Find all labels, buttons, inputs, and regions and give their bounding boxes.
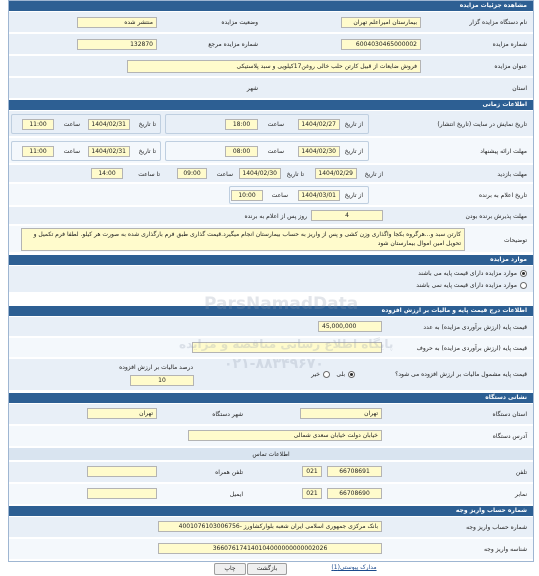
- publish-group: [165, 114, 369, 134]
- row-vat: [9, 359, 533, 391]
- contact-title: اطلاعات تماس: [252, 451, 290, 458]
- offer-to-date-label: تا تاریخ: [138, 148, 156, 155]
- publish-to-date-field: 1404/02/31: [88, 119, 130, 130]
- device-address-field: خیابان دولت خیابان سعدی شمالی: [188, 430, 382, 441]
- watermark-line: پایگاه اطلاع رسانی مناقصه و مزایده: [179, 337, 394, 351]
- device-city-label: شهر دستگاه: [212, 411, 243, 418]
- offer-from-time-field: 08:00: [225, 146, 258, 157]
- publish-to-time-field: 11:00: [22, 119, 54, 130]
- watermark-brand: ParsNamadData: [204, 294, 359, 314]
- row-offer-deadline: [9, 138, 533, 164]
- price-words-field: [192, 342, 382, 353]
- visit-from-time-label: ساعت: [216, 171, 233, 178]
- bank-account-field: بانک مرکزی جمهوری اسلامی ایران شعبه بلوارکشاورز -4001076103006756: [158, 521, 382, 532]
- winner-announce-label: تاریخ اعلام به برنده: [478, 192, 527, 199]
- notes-field: کارتن سبد و...هرگروه بکجا واگذاری وزن کشی و پس از واریز به حساب بیمارستان انجام میگیرد.قیمت گذاری طبق فرم بارگذاری شده به صورت هر کیلو. لطفا فرم تکمیل و تحویل امین اموال بیمارستان شود: [21, 228, 465, 251]
- items-header: موارد مزایده: [9, 255, 533, 265]
- row-number: [9, 34, 533, 55]
- attachments-link[interactable]: مدارک پیوستی(1): [331, 564, 377, 571]
- vat-percent-label: درصد مالیات بر ارزش افزوده: [119, 364, 193, 371]
- status-field: منتشر شده: [77, 17, 157, 28]
- watermark-phone: ۰۲۱-۸۸۳۴۹۶۷۰: [224, 356, 324, 372]
- row-location: [9, 78, 533, 99]
- email-label: ایمیل: [229, 491, 243, 498]
- row-visit-deadline: [9, 165, 533, 183]
- row-publish-date: [9, 111, 533, 137]
- publish-to-date-label: تا تاریخ: [138, 121, 156, 128]
- row-base-price: [9, 317, 533, 337]
- row-phone: [9, 462, 533, 483]
- publish-from-date-field: 1404/02/27: [298, 119, 340, 130]
- row-device-location: [9, 404, 533, 425]
- visit-to-date-label: تا تاریخ: [286, 171, 304, 178]
- row-subject: [9, 56, 533, 77]
- publish-from-date-label: از تاریخ: [344, 121, 363, 128]
- price-words-label: قیمت پایه (ارزش برآوردی مزایده) به حروف: [416, 345, 527, 352]
- row-items-options: [9, 266, 533, 293]
- vat-percent-field: 10: [130, 375, 194, 386]
- visit-to-time-label: تا ساعت: [138, 171, 160, 178]
- vat-yes-radio[interactable]: [348, 371, 355, 378]
- mobile-field: [87, 466, 157, 477]
- row-device-address: [9, 426, 533, 447]
- ref-number-field: 132870: [77, 39, 157, 50]
- ref-number-label: شماره مزایده مرجع: [208, 41, 258, 48]
- price-header: اطلاعات درج قیمت پایه و مالیات بر ارزش افزوده: [9, 306, 533, 316]
- phone-field: 66708691: [327, 466, 382, 477]
- winner-announce-time-field: 10:00: [231, 190, 263, 201]
- base-price-label: قیمت پایه (ارزش برآوردی مزایده) به عدد: [423, 324, 527, 331]
- address-header: نشانی دستگاه: [9, 393, 533, 403]
- winner-announce-group: [229, 186, 369, 204]
- row-notes: [9, 226, 533, 253]
- visit-from-date-field: 1404/02/29: [315, 168, 357, 179]
- number-label: شماره مزایده: [492, 41, 527, 48]
- publish-to-time-label: ساعت: [63, 121, 80, 128]
- offer-from-time-label: ساعت: [267, 148, 284, 155]
- publish-from-time-field: 18:00: [225, 119, 258, 130]
- print-button[interactable]: چاپ: [214, 563, 246, 575]
- winner-accept-suffix: روز پس از اعلام به برنده: [244, 213, 307, 220]
- vat-question-label: قیمت پایه مشمول مالیات بر ارزش افزوده می شود؟: [395, 371, 527, 378]
- row-bank-account: [9, 517, 533, 538]
- publish-from-time-label: ساعت: [267, 121, 284, 128]
- offer-from-date-label: از تاریخ: [344, 148, 363, 155]
- winner-announce-date-field: 1404/03/01: [298, 190, 340, 201]
- province-label: استان: [512, 85, 527, 92]
- bank-account-label: شماره حساب واریز وجه: [466, 524, 527, 531]
- device-address-label: آدرس دستگاه: [492, 433, 527, 440]
- visit-to-date-field: 1404/02/30: [239, 168, 281, 179]
- publish-label: تاریخ نمایش در سایت (تاریخ انتشار): [437, 121, 527, 128]
- fax-code-field: 021: [302, 488, 322, 499]
- bank-shaba-field: 366076174140104000000000002026: [158, 543, 382, 554]
- bank-header: شماره حساب واریز وجه: [9, 506, 533, 516]
- row-bank-shaba: [9, 539, 533, 560]
- with-price-label: موارد مزایده دارای قیمت پایه می باشند: [418, 270, 517, 277]
- row-winner-accept: [9, 207, 533, 225]
- visit-to-time-field: 14:00: [91, 168, 123, 179]
- vat-no-radio[interactable]: [323, 371, 330, 378]
- device-province-label: استان دستگاه: [492, 411, 527, 418]
- offer-to-date-field: 1404/02/31: [88, 146, 130, 157]
- contact-subheader: [9, 448, 533, 461]
- details-header: مشاهده جزئیات مزایده: [9, 1, 533, 11]
- without-price-radio[interactable]: [520, 282, 527, 289]
- without-price-label: موارد مزایده دارای قیمت پایه نمی باشند: [416, 282, 517, 289]
- phone-code-field: 021: [302, 466, 322, 477]
- visit-label: مهلت بازدید: [497, 171, 527, 178]
- bank-shaba-label: شناسه واریز وجه: [484, 546, 527, 553]
- organizer-field: بیمارستان امیراعلم تهران: [341, 17, 421, 28]
- device-city-field: تهران: [87, 408, 157, 419]
- offer-to-time-label: ساعت: [63, 148, 80, 155]
- offer-to-time-field: 11:00: [22, 146, 54, 157]
- back-button[interactable]: بازگشت: [247, 563, 287, 575]
- number-field: 6004030465000002: [341, 39, 421, 50]
- city-label: شهر: [246, 85, 258, 92]
- vat-no-label: خیر: [311, 371, 320, 378]
- subject-field: فروش ضایعات از قبیل کارتن حلب خالی روغن17کیلویی و سبد پلاستیکی: [127, 60, 421, 73]
- notes-label: توضیحات: [503, 237, 527, 244]
- winner-accept-days-field: 4: [311, 210, 383, 221]
- winner-announce-time-label: ساعت: [271, 192, 288, 199]
- subject-label: عنوان مزایده: [494, 63, 527, 70]
- with-price-radio[interactable]: [520, 270, 527, 277]
- visit-from-time-field: 09:00: [177, 168, 207, 179]
- visit-from-date-label: از تاریخ: [364, 171, 383, 178]
- base-price-field: 45,000,000: [318, 321, 382, 332]
- fax-field: 66708690: [327, 488, 382, 499]
- device-province-field: تهران: [300, 408, 382, 419]
- status-label: وضعیت مزایده: [221, 19, 258, 26]
- row-price-words: [9, 338, 533, 358]
- phone-label: تلفن: [515, 469, 527, 476]
- auction-details-panel: [8, 0, 534, 562]
- mobile-label: تلفن همراه: [215, 469, 243, 476]
- winner-accept-label: مهلت پذیرش برنده بودن: [465, 213, 527, 220]
- row-organizer: [9, 12, 533, 33]
- row-fax: [9, 484, 533, 505]
- offer-from-date-field: 1404/02/30: [298, 146, 340, 157]
- offer-label: مهلت ارائه پیشنهاد: [480, 148, 527, 155]
- email-field: [87, 488, 157, 499]
- offer-to-group: [11, 141, 161, 161]
- fax-label: نمابر: [515, 491, 527, 498]
- publish-to-group: [11, 114, 161, 134]
- timing-header: اطلاعات زمانی: [9, 100, 533, 110]
- row-winner-announce: [9, 184, 533, 206]
- vat-yes-label: بلی: [336, 371, 345, 378]
- organizer-label: نام دستگاه مزایده گزار: [469, 19, 527, 26]
- offer-group: [165, 141, 369, 161]
- winner-announce-date-label: از تاریخ: [344, 192, 363, 199]
